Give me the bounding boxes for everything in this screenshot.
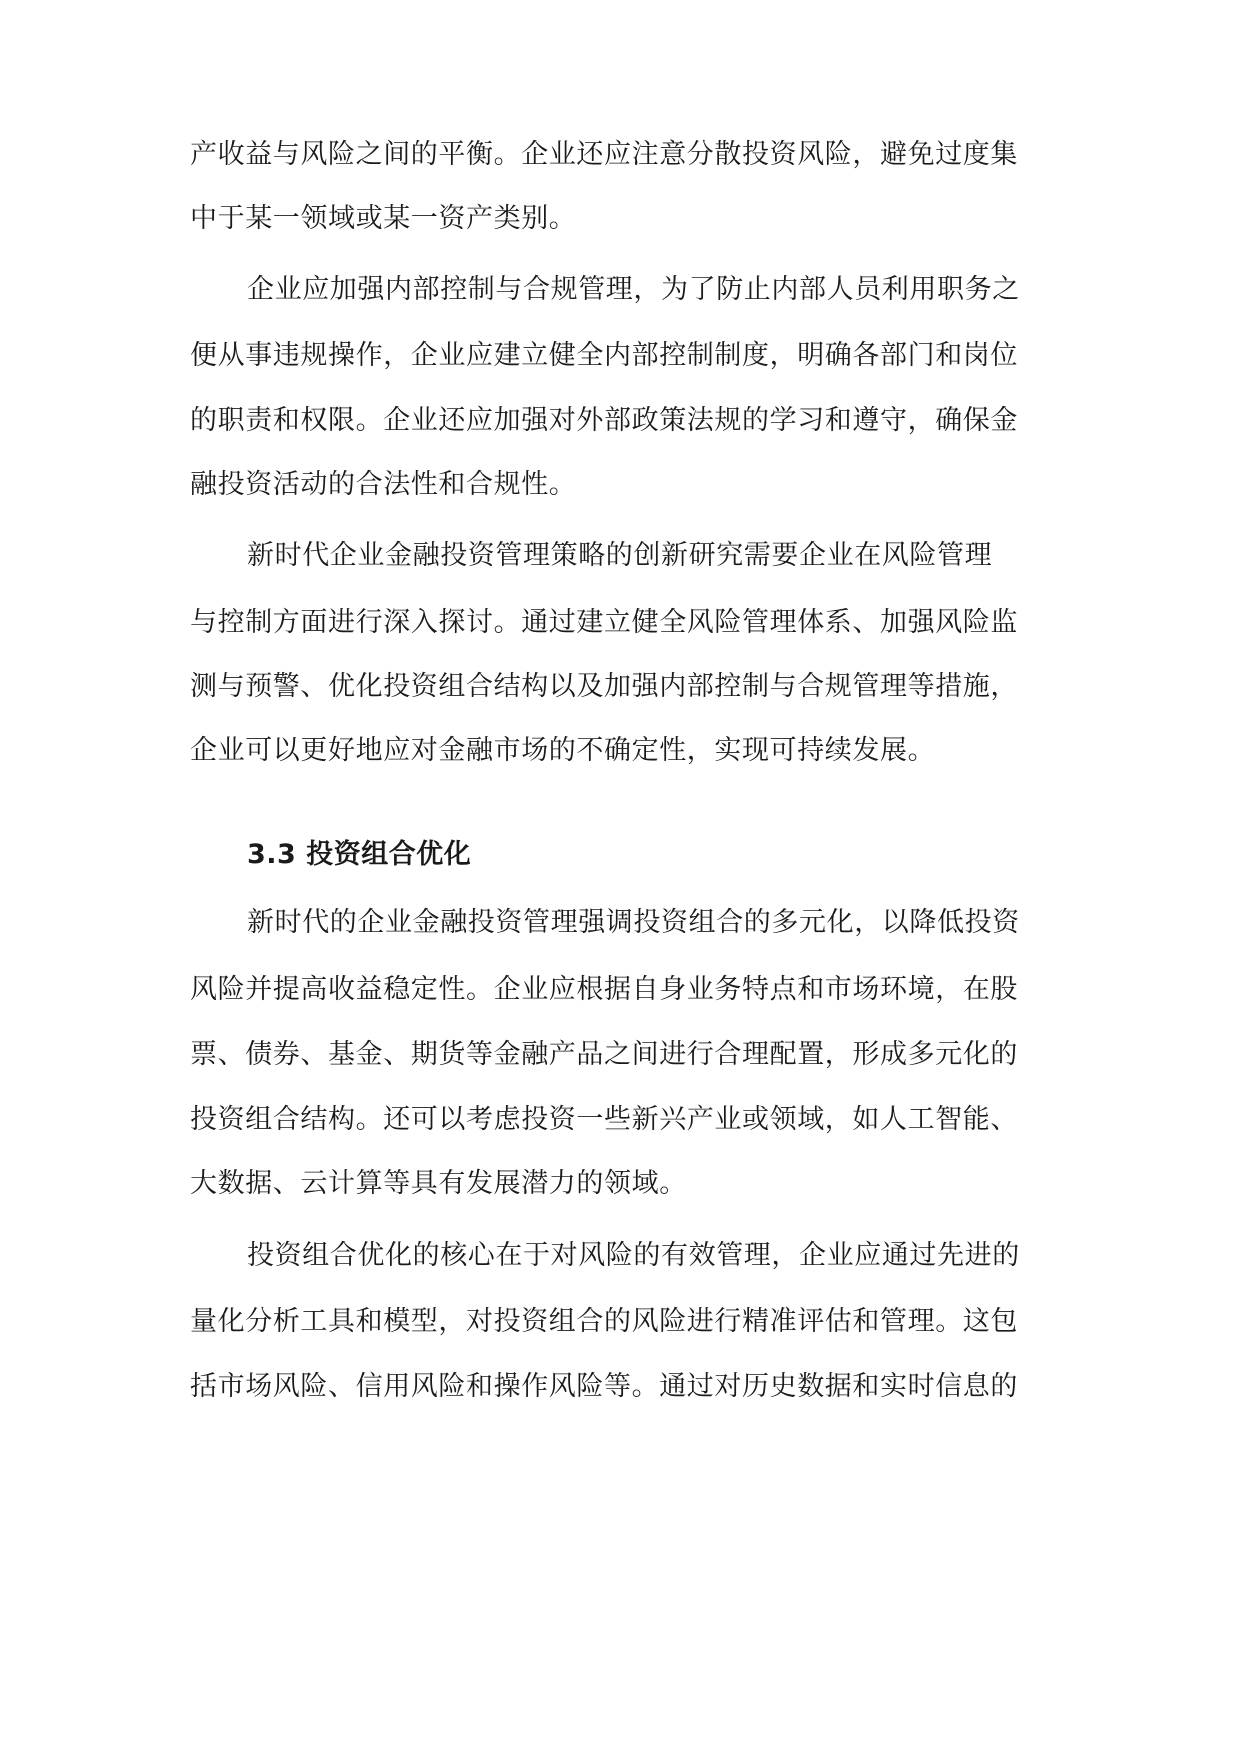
paragraph-line: 产收益与风险之间的平衡。企业还应注意分散投资风险，避免过度集 bbox=[190, 139, 1018, 170]
paragraph-line: 与控制方面进行深入探讨。通过建立健全风险管理体系、加强风险监 bbox=[190, 607, 1018, 638]
paragraph-line: 便从事违规操作，企业应建立健全内部控制制度，明确各部门和岗位 bbox=[190, 340, 1018, 371]
paragraph-line: 融投资活动的合法性和合规性。 bbox=[190, 469, 577, 500]
paragraph-line: 括市场风险、信用风险和操作风险等。通过对历史数据和实时信息的 bbox=[190, 1371, 1018, 1402]
paragraph-line: 中于某一领域或某一资产类别。 bbox=[190, 203, 577, 234]
section-heading: 3.3 投资组合优化 bbox=[247, 839, 472, 870]
paragraph-line: 票、债券、基金、期货等金融产品之间进行合理配置，形成多元化的 bbox=[190, 1039, 1018, 1070]
paragraph-line: 新时代企业金融投资管理策略的创新研究需要企业在风险管理 bbox=[247, 540, 993, 571]
paragraph-line: 的职责和权限。企业还应加强对外部政策法规的学习和遵守，确保金 bbox=[190, 405, 1018, 436]
paragraph-line: 企业应加强内部控制与合规管理，为了防止内部人员利用职务之 bbox=[247, 274, 1020, 305]
paragraph-line: 企业可以更好地应对金融市场的不确定性，实现可持续发展。 bbox=[190, 735, 936, 766]
paragraph-line: 量化分析工具和模型，对投资组合的风险进行精准评估和管理。这包 bbox=[190, 1306, 1018, 1337]
paragraph-line: 投资组合结构。还可以考虑投资一些新兴产业或领域，如人工智能、 bbox=[190, 1104, 1018, 1135]
paragraph-line: 风险并提高收益稳定性。企业应根据自身业务特点和市场环境，在股 bbox=[190, 974, 1018, 1005]
paragraph-line: 大数据、云计算等具有发展潜力的领域。 bbox=[190, 1168, 687, 1199]
paragraph-line: 测与预警、优化投资组合结构以及加强内部控制与合规管理等措施， bbox=[190, 671, 1018, 702]
paragraph-line: 投资组合优化的核心在于对风险的有效管理，企业应通过先进的 bbox=[247, 1240, 1020, 1271]
paragraph-line: 新时代的企业金融投资管理强调投资组合的多元化，以降低投资 bbox=[247, 907, 1020, 938]
